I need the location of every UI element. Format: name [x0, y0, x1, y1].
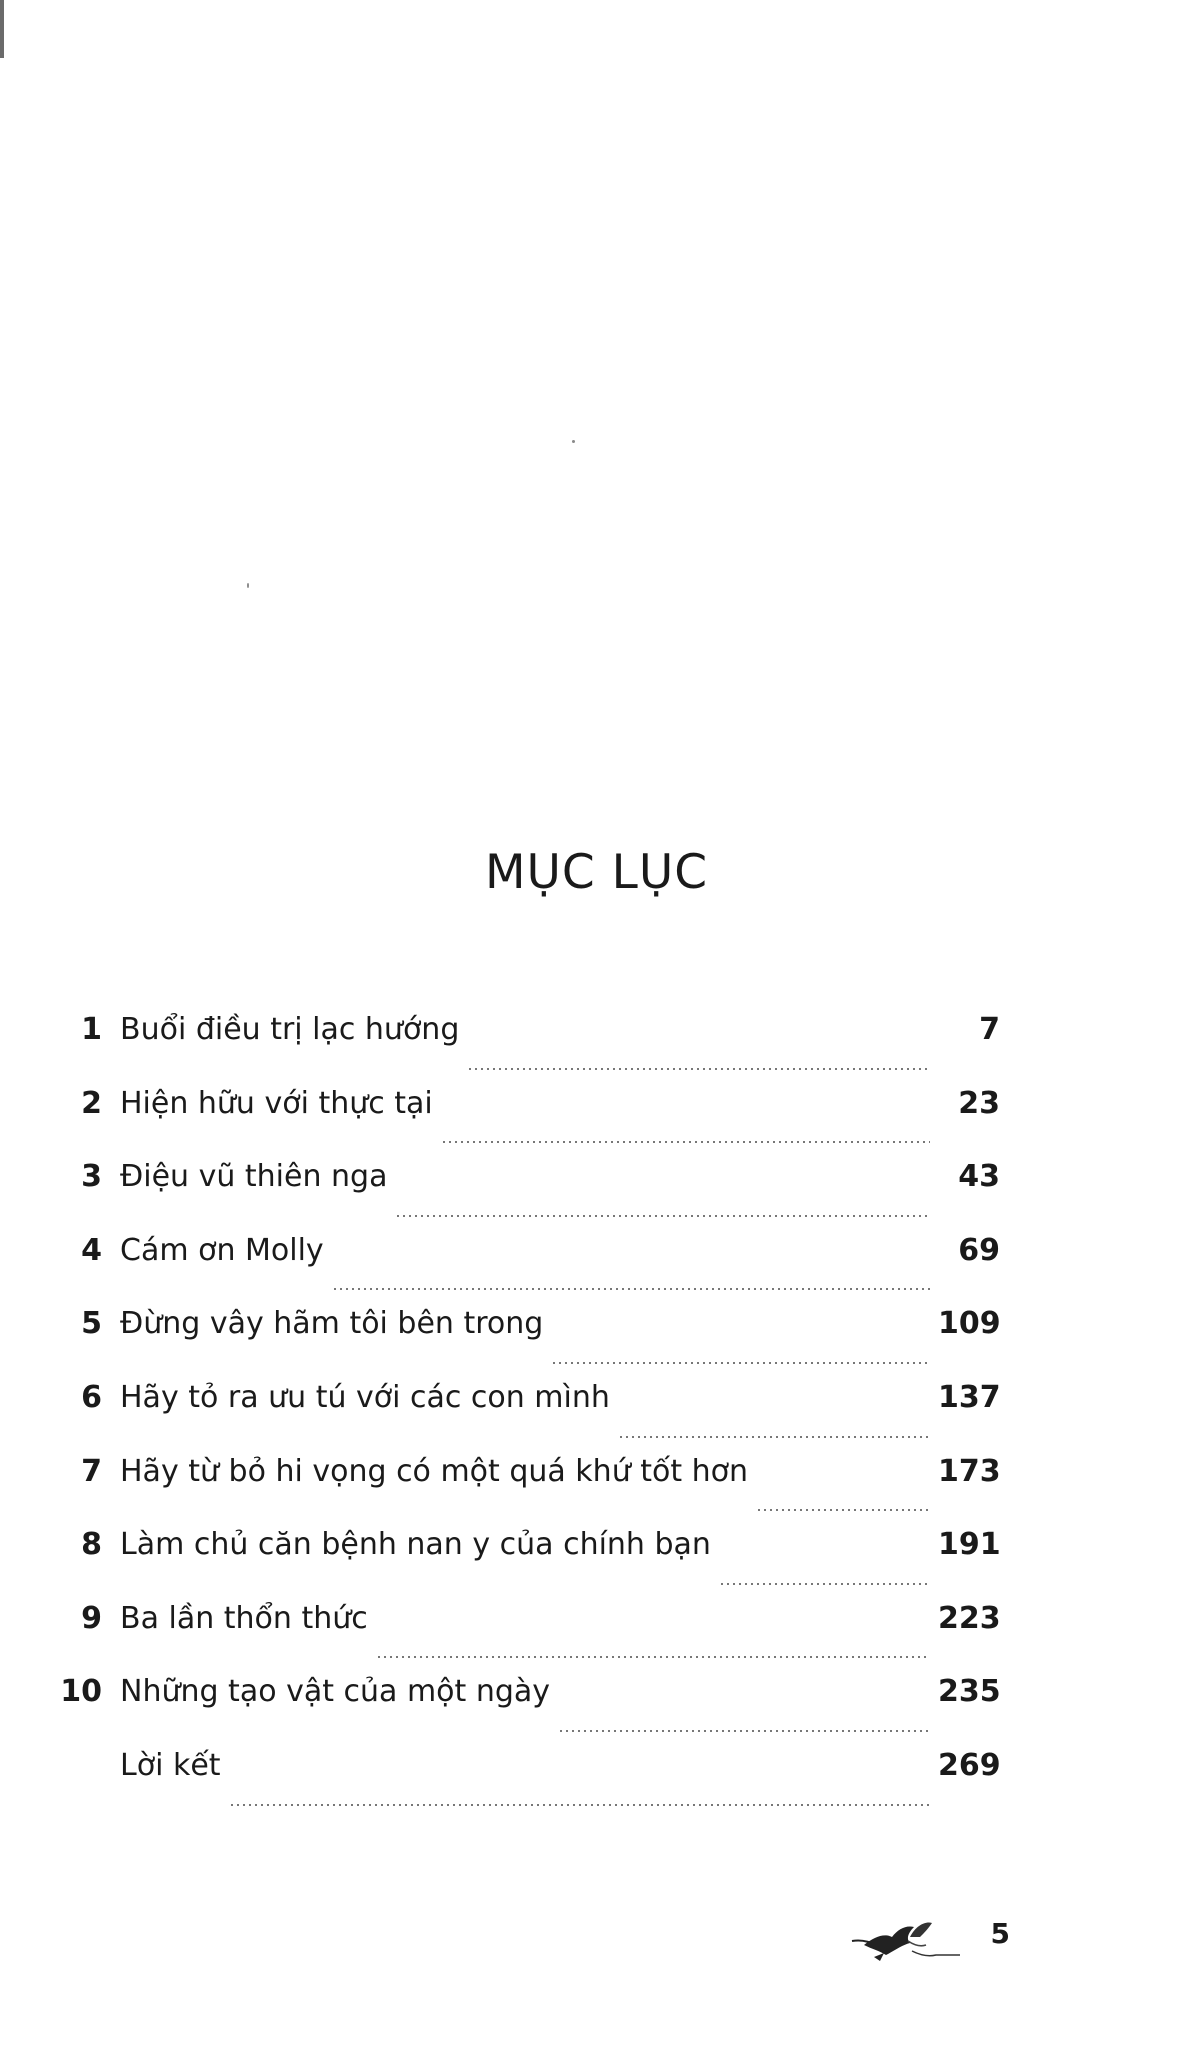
chapter-page: 173 — [938, 1453, 1001, 1489]
dot-leader — [229, 1804, 930, 1806]
page-title: MỤC LỤC — [484, 845, 709, 900]
print-speck — [247, 583, 249, 588]
chapter-title: Hãy tỏ ra ưu tú với các con mình — [120, 1379, 610, 1415]
toc-entry[interactable] — [60, 1378, 1000, 1452]
chapter-number: 1 — [81, 1012, 102, 1047]
chapter-page: 137 — [938, 1379, 1001, 1415]
page-edge-mark — [0, 0, 4, 58]
table-of-contents — [60, 1010, 1000, 1820]
chapter-number: 9 — [81, 1600, 102, 1636]
chapter-page: 23 — [958, 1085, 1000, 1121]
swallow-bird-icon — [850, 1915, 960, 1965]
chapter-title: Làm chủ căn bệnh nan y của chính bạn — [120, 1527, 711, 1563]
dot-leader — [551, 1362, 930, 1364]
chapter-page: 7 — [979, 1012, 1000, 1047]
page-footer — [850, 1915, 1010, 1965]
chapter-title: Đừng vây hãm tôi bên trong — [120, 1306, 544, 1342]
toc-entry[interactable] — [60, 1672, 1000, 1746]
chapter-page: 69 — [958, 1232, 1000, 1268]
print-speck — [572, 440, 575, 443]
chapter-title: Cám ơn Molly — [120, 1232, 324, 1268]
chapter-title: Lời kết — [120, 1747, 221, 1783]
chapter-number: 2 — [81, 1085, 102, 1121]
chapter-number: 8 — [81, 1527, 102, 1563]
dot-leader — [332, 1288, 930, 1290]
dot-leader — [395, 1215, 930, 1217]
chapter-title: Hiện hữu với thực tại — [120, 1085, 433, 1121]
chapter-title: Hãy từ bỏ hi vọng có một quá khứ tốt hơn — [120, 1453, 749, 1489]
chapter-page: 235 — [938, 1674, 1001, 1710]
page-number: 5 — [990, 1917, 1010, 1950]
dot-leader — [756, 1509, 930, 1511]
dot-leader — [376, 1656, 930, 1658]
chapter-number: 7 — [81, 1453, 102, 1489]
chapter-number: 4 — [81, 1232, 102, 1268]
dot-leader — [618, 1436, 930, 1438]
dot-leader — [558, 1730, 930, 1732]
chapter-title: Điệu vũ thiên nga — [120, 1159, 388, 1195]
toc-entry[interactable] — [60, 1231, 1000, 1305]
chapter-title: Ba lần thổn thức — [120, 1600, 368, 1636]
chapter-page: 269 — [938, 1747, 1001, 1783]
chapter-number: 3 — [81, 1159, 102, 1195]
toc-entry[interactable] — [60, 1599, 1000, 1673]
toc-entry[interactable] — [60, 1525, 1000, 1599]
chapter-title: Buổi điều trị lạc hướng — [120, 1012, 460, 1047]
chapter-page: 43 — [958, 1159, 1000, 1195]
chapter-number: 6 — [81, 1379, 102, 1415]
dot-leader — [719, 1583, 930, 1585]
dot-leader — [467, 1068, 930, 1070]
chapter-page: 109 — [938, 1306, 1001, 1342]
toc-entry[interactable] — [60, 1452, 1000, 1526]
toc-entry[interactable] — [60, 1746, 1000, 1820]
chapter-title: Những tạo vật của một ngày — [120, 1674, 551, 1710]
toc-entry[interactable] — [60, 1084, 1000, 1158]
chapter-number: 5 — [81, 1306, 102, 1342]
toc-entry[interactable] — [60, 1010, 1000, 1084]
toc-entry[interactable] — [60, 1304, 1000, 1378]
chapter-number: 10 — [60, 1674, 102, 1710]
dot-leader — [441, 1141, 930, 1143]
chapter-page: 191 — [938, 1527, 1001, 1563]
toc-entry[interactable] — [60, 1157, 1000, 1231]
chapter-page: 223 — [938, 1600, 1001, 1636]
